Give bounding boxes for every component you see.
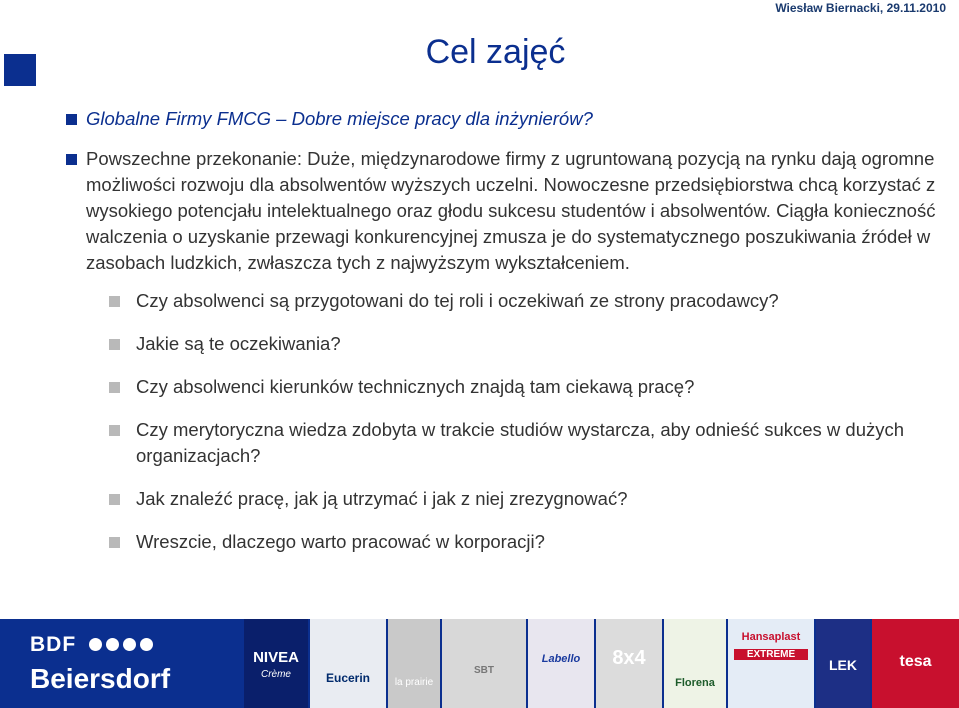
product-sbt-image: SBT <box>442 619 526 708</box>
bullet-beliefs-text: Powszechne przekonanie: Duże, międzynarodowe firmy z ugruntowaną pozycją na rynku dają ogromne możliwości rozwoju dla absolwentów wyższych uczelni. Nowoczesne przedsiębiorstwa chcą korzystać z wysokiego potencjału intelektualnego oraz głodu sukcesu studentów i absolwentów. Ciągła konieczność walczenia o uzyskanie przewagi konkurencyjnej zmusza je do systematycznego poszukiwania źródeł w zasobach ludzkich, zwłaszcza tych z najwyższym wykształceniem. <box>86 148 936 273</box>
sub-bullet-square-icon <box>109 425 120 436</box>
product-tesa-image: tesa <box>872 619 959 708</box>
sub-bullet-square-icon <box>109 339 120 350</box>
product-lek-image: LEK <box>816 619 870 708</box>
bullet-square-icon <box>66 114 77 125</box>
beiersdorf-logo: Beiersdorf <box>30 663 171 694</box>
bullet-beliefs <box>62 146 942 276</box>
sub-bullet-square-icon <box>109 537 120 548</box>
question-item: Czy merytoryczna wiedza zdobyta w trakcie studiów wystarcza, aby odnieść sukces w dużych organizacjach? <box>109 417 942 469</box>
question-item: Wreszcie, dlaczego warto pracować w korporacji? <box>109 529 942 555</box>
question-item: Czy absolwenci kierunków technicznych znajdą tam ciekawą pracę? <box>109 374 942 400</box>
bdf-logo: BDF <box>30 633 157 657</box>
bullet-fmcg-text: Globalne Firmy FMCG – Dobre miejsce pracy dla inżynierów? <box>86 108 593 129</box>
question-item: Jakie są te oczekiwania? <box>109 331 942 357</box>
sub-bullet-square-icon <box>109 296 120 307</box>
bdf-dots-icon <box>89 633 157 657</box>
sub-bullet-square-icon <box>109 494 120 505</box>
question-item: Jak znaleźć pracę, jak ją utrzymać i jak z niej zrezygnować? <box>109 486 942 512</box>
product-nivea-image: NIVEA Crème <box>244 619 308 708</box>
questions-list <box>62 288 942 555</box>
product-8x4-image: 8x4 <box>596 619 662 708</box>
bullet-square-icon <box>66 154 77 165</box>
product-laprairie-image: la prairie <box>388 619 440 708</box>
author-date: Wiesław Biernacki, 29.11.2010 <box>775 1 946 15</box>
question-item: Czy absolwenci są przygotowani do tej roli i oczekiwań ze strony pracodawcy? <box>109 288 942 314</box>
product-eucerin-image: Eucerin <box>310 619 386 708</box>
bullet-fmcg <box>62 106 942 132</box>
product-hansaplast-image: Hansaplast EXTREME <box>728 619 814 708</box>
product-florena-image: Florena <box>664 619 726 708</box>
brand-strip <box>0 619 959 708</box>
slide-content <box>62 106 942 572</box>
sub-bullet-square-icon <box>109 382 120 393</box>
slide-title: Cel zajęć <box>425 33 566 71</box>
product-labello-image: Labello <box>528 619 594 708</box>
